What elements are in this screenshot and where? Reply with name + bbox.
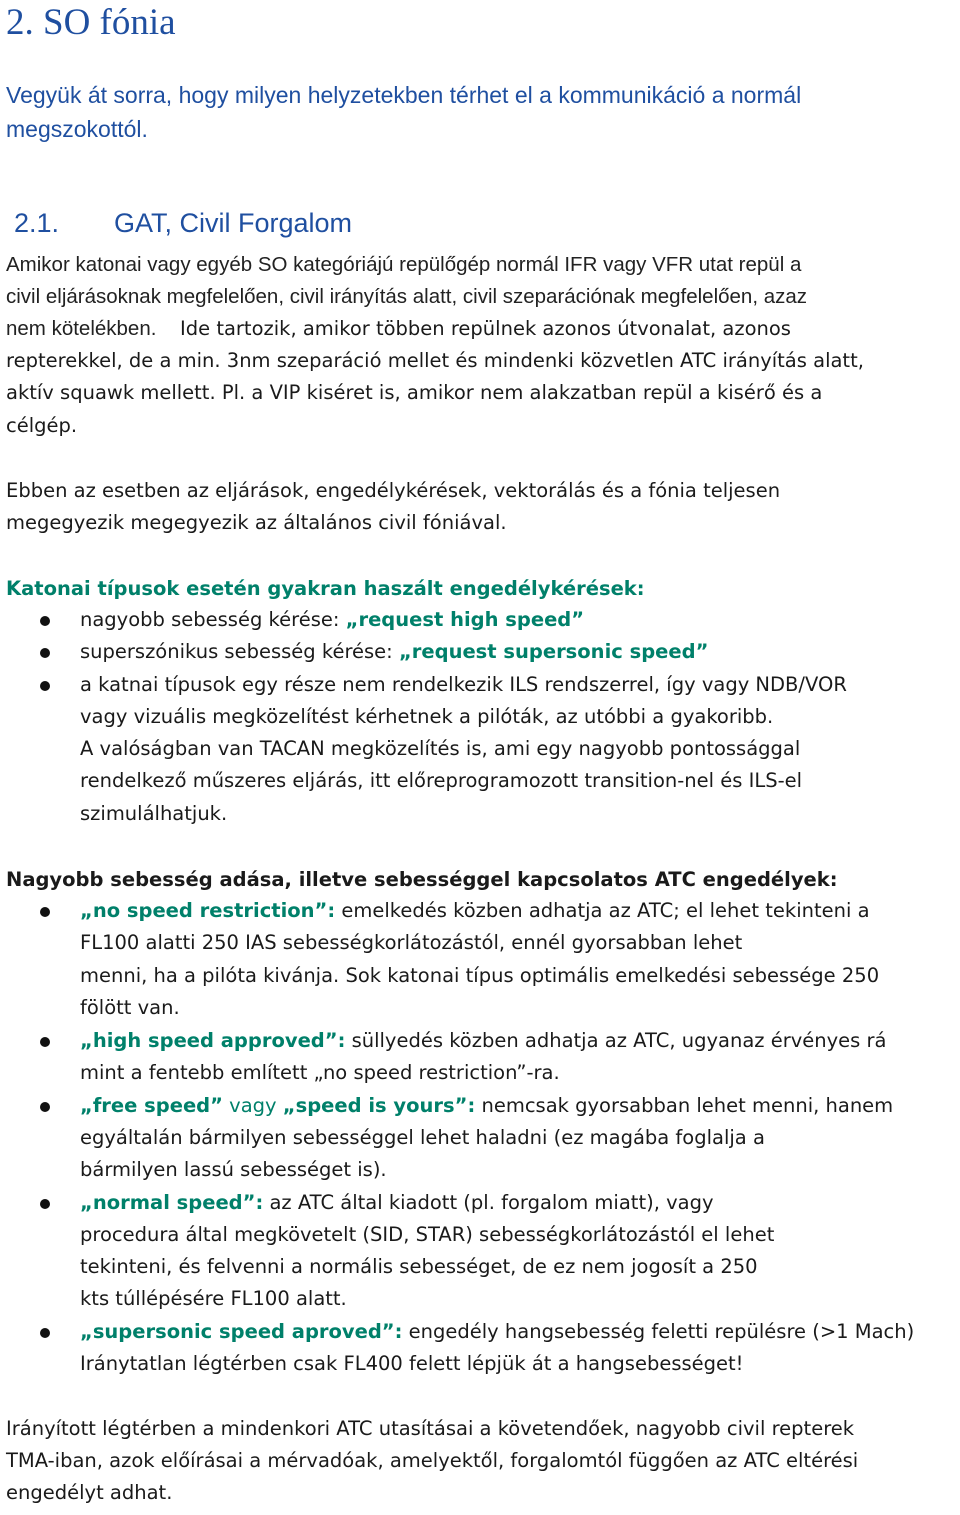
list-item-line: a katnai típusok egy része nem rendelkezik ILS rendszerrel, így vagy NDB/VOR <box>80 673 847 696</box>
list-item: „free speed” vagy „speed is yours”: nemcsak gyorsabban lehet menni, hanem <box>80 1094 894 1117</box>
list-item: „supersonic speed aproved”: engedély hangsebesség feletti repülésre (>1 Mach) <box>80 1320 915 1343</box>
bullet-icon <box>40 1199 50 1209</box>
section-title: GAT, Civil Forgalom <box>114 208 353 238</box>
list-item-line: A valóságban van TACAN megközelítés is, ami egy nagyobb pontossággal <box>80 737 801 760</box>
para1-line: nem kötelékben. <box>6 317 157 340</box>
page-title: 2. SO fónia <box>6 2 176 43</box>
phrase-normal-speed: „normal speed”: <box>80 1191 264 1214</box>
list-item: „normal speed”: az ATC által kiadott (pl. forgalom miatt), vagy <box>80 1191 714 1214</box>
list-item-line: bármilyen lassú sebességet is). <box>80 1158 387 1181</box>
bullet-icon <box>40 648 50 658</box>
phrase-supersonic-speed-aproved: „supersonic speed aproved”: <box>80 1320 403 1343</box>
phrase-free-speed: „free speed” <box>80 1094 223 1117</box>
phrase-request-supersonic-speed: „request supersonic speed” <box>398 640 709 663</box>
list-item-line: procedura által megkövetelt (SID, STAR) sebességkorlátozástól el lehet <box>80 1223 775 1246</box>
section-heading <box>14 206 352 240</box>
closing-line: TMA-iban, azok előírásai a mérvadóak, amelyektől, forgalomtól függően az ATC eltérési <box>6 1449 859 1472</box>
list-item-line: vagy vizuális megközelítést kérhetnek a pilóták, az utóbbi a gyakoribb. <box>80 705 774 728</box>
intro-line-1: Vegyük át sorra, hogy milyen helyzetekben térhet el a kommunikáció a normál <box>6 82 802 108</box>
list-item-line: menni, ha a pilóta kivánja. Sok katonai típus optimális emelkedési sebessége 250 <box>80 964 880 987</box>
military-heading: Katonai típusok esetén gyakran haszált engedélykérések: <box>6 577 645 600</box>
para1-line: Amikor katonai vagy egyéb SO kategóriájú repülőgép normál IFR vagy VFR utat repül a <box>6 253 802 276</box>
phrase-speed-is-yours: „speed is yours”: <box>282 1094 476 1117</box>
list-item-line: rendelkező műszeres eljárás, itt előreprogramozott transition-nel és ILS-el <box>80 769 803 792</box>
phrase-request-high-speed: „request high speed” <box>345 608 585 631</box>
list-item-line: FL100 alatti 250 IAS sebességkorlátozástól, ennél gyorsabban lehet <box>80 931 743 954</box>
bullet-icon <box>40 1037 50 1047</box>
list-item-line: szimulálhatjuk. <box>80 802 228 825</box>
bullet-icon <box>40 1102 50 1112</box>
intro-line-2: megszokottól. <box>6 116 148 142</box>
list-item-line: Iránytatlan légtérben csak FL400 felett lépjük át a hangsebességet! <box>80 1352 744 1375</box>
list-item-line: mint a fentebb említett „no speed restriction”-ra. <box>80 1061 560 1084</box>
list-item: „high speed approved”: süllyedés közben adhatja az ATC, ugyanaz érvényes rá <box>80 1029 887 1052</box>
para2-line: Ebben az esetben az eljárások, engedélykérések, vektorálás és a fónia teljesen <box>6 479 781 502</box>
closing-line: Irányított légtérben a mindenkori ATC utasításai a követendőek, nagyobb civil repterek <box>6 1417 855 1440</box>
list-item-line: egyáltalán bármilyen sebességgel lehet haladni (ez magába foglalja a <box>80 1126 765 1149</box>
phrase-high-speed-approved: „high speed approved”: <box>80 1029 346 1052</box>
closing-line: engedélyt adhat. <box>6 1481 173 1504</box>
phrase-no-speed-restriction: „no speed restriction”: <box>80 899 336 922</box>
list-item-line: fölött van. <box>80 996 180 1019</box>
list-item: nagyobb sebesség kérése: „request high speed” <box>80 608 585 631</box>
bullet-icon <box>40 907 50 917</box>
list-item: „no speed restriction”: emelkedés közben adhatja az ATC; el lehet tekinteni a <box>80 899 870 922</box>
para1-line: repterekkel, de a min. 3nm szeparáció mellet és mindenki közvetlen ATC irányítás alatt, <box>6 349 864 372</box>
bullet-icon <box>40 1328 50 1338</box>
para1-line: célgép. <box>6 414 78 437</box>
section-number: 2.1. <box>14 208 60 238</box>
para1-line: aktív squawk mellett. Pl. a VIP kiséret is, amikor nem alakzatban repül a kisérő és a <box>6 381 823 404</box>
bullet-icon <box>40 681 50 691</box>
list-item: superszónikus sebesség kérése: „request supersonic speed” <box>80 640 709 663</box>
speed-heading: Nagyobb sebesség adása, illetve sebességgel kapcsolatos ATC engedélyek: <box>6 868 838 891</box>
para1-line: civil eljárásoknak megfelelően, civil irányítás alatt, civil szeparációnak megfelelően, azaz <box>6 285 808 308</box>
para1-line: Ide tartozik, amikor többen repülnek azonos útvonalat, azonos <box>180 317 791 340</box>
para2-line: megegyezik megegyezik az általános civil fóniával. <box>6 511 507 534</box>
bullet-icon <box>40 616 50 626</box>
list-item-line: kts túllépésére FL100 alatt. <box>80 1287 347 1310</box>
list-item-line: tekinteni, és felvenni a normális sebességet, de ez nem jogosít a 250 <box>80 1255 758 1278</box>
